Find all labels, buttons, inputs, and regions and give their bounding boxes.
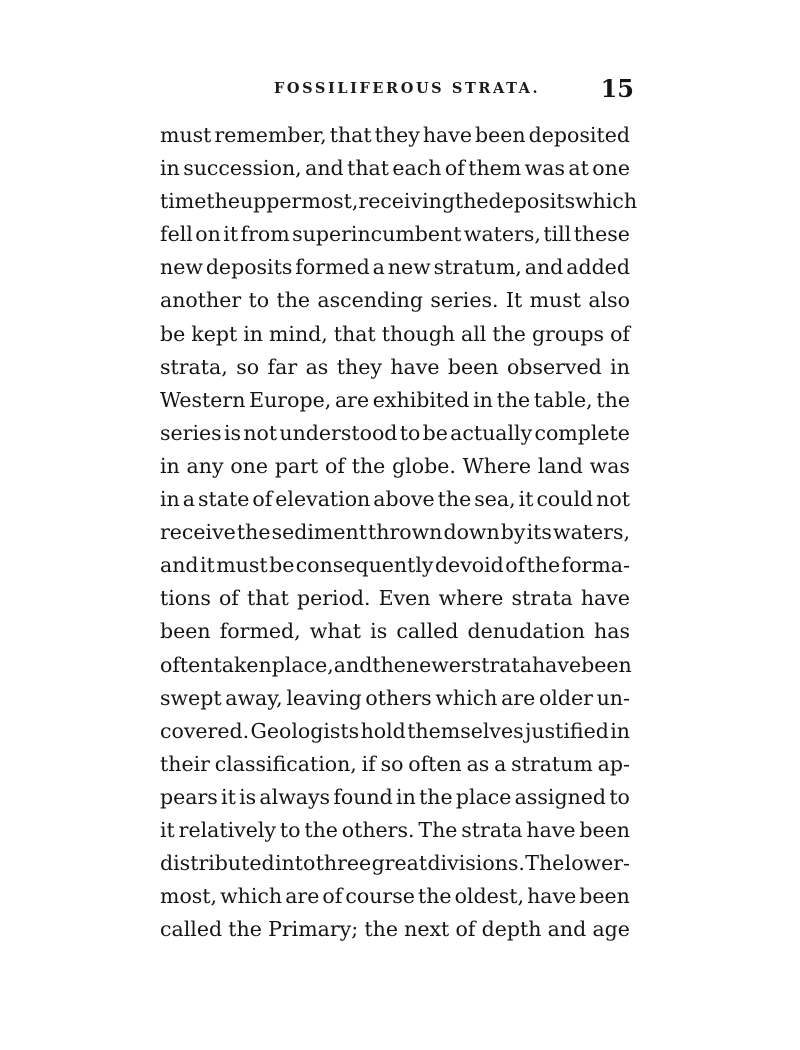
text-line: covered. Geologists hold themselves justified in [160,718,630,743]
text-line: be kept in mind, that though all the groups of [160,321,630,346]
text-line: receive the sediment thrown down by its waters, [160,520,630,545]
running-head [160,74,634,104]
text-line: time the uppermost, receiving the deposits which [160,189,638,214]
text-line: in a state of elevation above the sea, it could not [160,487,630,512]
text-line: tions of that period. Even where strata have [160,586,630,611]
text-line: distributed into three great divisions. The lower- [160,851,630,876]
text-line: most, which are of course the oldest, have been [160,884,630,909]
text-line: in any one part of the globe. Where land was [160,453,630,478]
text-line: called the Primary; the next of depth and age [160,917,630,942]
text-line: in succession, and that each of them was at one [160,156,630,181]
text-line: strata, so far as they have been observed in [160,354,630,379]
page-number: 15 [600,74,634,103]
text-line: Western Europe, are exhibited in the table, the [160,387,630,412]
text-line: new deposits formed a new stratum, and added [160,255,630,280]
text-line: often taken place, and the newer strata have been [160,652,632,677]
text-line: another to the ascending series. It must also [160,288,630,313]
text-line: their classification, if so often as a stratum ap- [160,751,630,776]
text-line: fell on it from superincumbent waters, till these [160,222,630,247]
text-line: pears it is always found in the place assigned to [160,784,630,809]
text-line: series is not understood to be actually complete [160,420,630,445]
text-line: been formed, what is called denudation has [160,619,630,644]
text-line: and it must be consequently devoid of the forma- [160,553,630,578]
running-title: FOSSILIFEROUS STRATA. [274,80,541,97]
text-line: must remember, that they have been deposited [160,123,630,147]
text-line: swept away, leaving others which are older un- [160,685,630,710]
body-text [160,119,638,946]
text-line: it relatively to the others. The strata have been [160,817,630,842]
